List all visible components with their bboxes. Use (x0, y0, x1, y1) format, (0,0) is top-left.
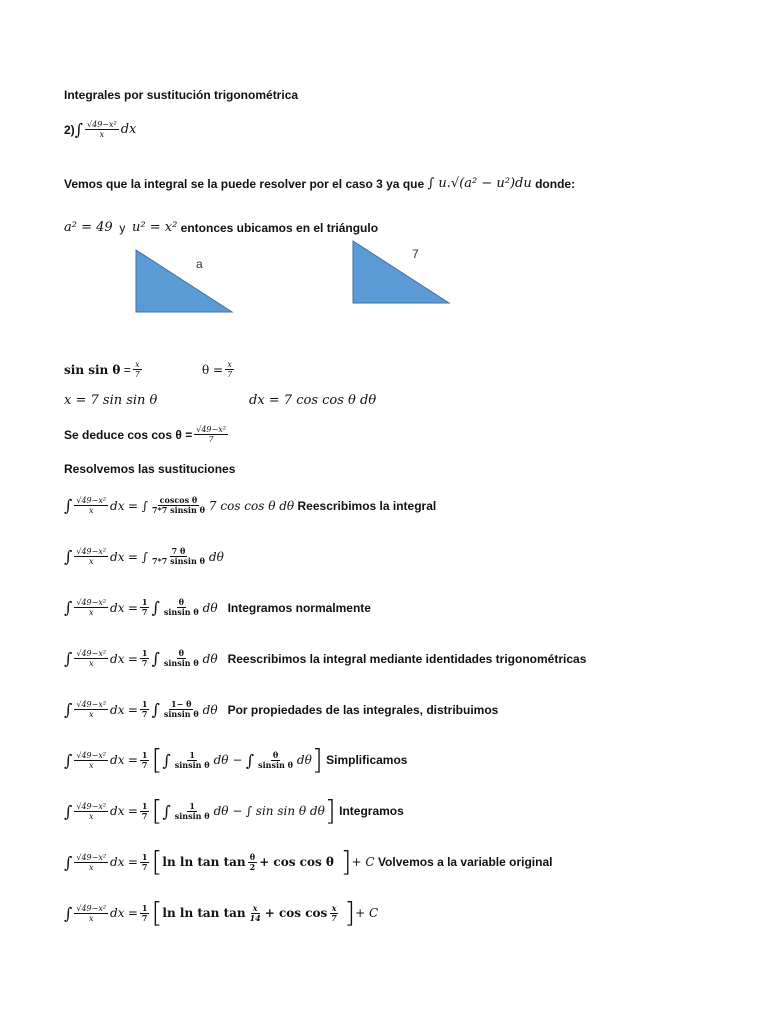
step-9: ∫ $\frac{\text{√49−x²}}{x}$ dx = $\frac{1}{7}$ [ ln ln tan tan $\frac{x}{14}$ + cos cos $\frac{x}{7}$ ] + C (64, 896, 379, 929)
theta-lhs: θ = (202, 362, 224, 377)
a-rest: dθ − (213, 804, 243, 818)
rhs-num: coscos θ (159, 495, 198, 505)
coef-num: 1 (141, 851, 148, 862)
rhs-rest: dθ (202, 651, 218, 666)
rhs-num: 1− θ (171, 699, 192, 709)
lhs-den: x (88, 659, 94, 668)
triangle-left (130, 245, 240, 320)
x-equation: x = 7 sin sin θ (64, 393, 158, 408)
step-2: ∫ $\frac{\text{√49−x²}}{x}$ dx = ∫ $\frac{7 \theta}{\text{7*7 sinsin θ}}$ dθ (64, 546, 224, 566)
step-6: ∫ $\frac{\text{√49−x²}}{x}$ dx = $\frac{1}{7}$ [ ∫ $\frac{1}{\text{sinsin θ}}$ dθ − ∫ $\frac{\theta}{\text{sinsin θ}}$ dθ ] Simplificamos (64, 743, 408, 776)
ln-tan: ln ln tan tan (162, 855, 246, 869)
inner-integral: ∫ (151, 700, 160, 719)
resolve-title: Resolvemos las sustituciones (64, 462, 236, 476)
lhs-num: √49−x² (76, 649, 107, 658)
coef-num: 1 (141, 902, 148, 913)
coef-num: 1 (141, 699, 148, 709)
step-note: Reescribimos la integral mediante identidades trigonométricas (227, 651, 587, 666)
triangle-right-label: 7 (412, 247, 419, 261)
deduce-text: Se deduce cos cos θ = (64, 427, 193, 442)
intro-line (64, 176, 575, 191)
rhs-op: = ∫ (127, 498, 148, 513)
inner-integral: ∫ (151, 598, 160, 617)
deduce-line (64, 425, 230, 444)
lhs-den: x (88, 710, 94, 719)
a-num: 1 (189, 749, 195, 760)
constant: + C (351, 855, 375, 869)
rhs-op: = (127, 600, 138, 615)
lhs-num: √49−x² (76, 547, 107, 556)
rhs-rest: dθ (202, 702, 218, 717)
frac-den: 14 (249, 912, 261, 923)
coef-num: 1 (141, 648, 148, 658)
coef-num: 1 (141, 800, 148, 811)
lhs-den: x (88, 557, 94, 566)
problem-denominator: x (99, 130, 105, 139)
problem-numerator: √49−x² (87, 120, 117, 129)
step-note: Por propiedades de las integrales, distribuimos (227, 702, 499, 717)
lhs-num: √49−x² (76, 700, 107, 709)
problem-statement (64, 120, 136, 139)
lhs-den: x (88, 811, 94, 821)
lhs-den: x (88, 913, 94, 923)
rhs-num: θ (178, 597, 184, 607)
frac2-num: x (331, 902, 337, 913)
triangle-left-label: a (196, 257, 203, 271)
step-note: Reescribimos la integral (297, 498, 437, 513)
constant: + C (355, 906, 379, 920)
step-5: ∫ $\frac{\text{√49−x²}}{x}$ dx = $\frac{1}{7}$ ∫ $\frac{1- \theta}{\text{sinsin θ}}$ dθ Por propiedades de las integrales, distribuimos (64, 699, 499, 719)
step-3: ∫ $\frac{\text{√49−x²}}{x}$ dx = $\frac{1}{7}$ ∫ $\frac{\theta}{\text{sinsin θ}}$ dθ Integramos normalmente (64, 597, 371, 617)
a-squared: a² = 49 (64, 220, 113, 235)
step-4: ∫ $\frac{\text{√49−x²}}{x}$ dx = $\frac{1}{7}$ ∫ $\frac{\theta}{\text{sinsin θ}}$ dθ Reescribimos la integral mediante identidades trigonométricas (64, 648, 587, 668)
lhs-num: √49−x² (76, 750, 107, 760)
step-note: Integramos (339, 804, 404, 818)
a-num: 1 (189, 800, 195, 811)
lhs-num: √49−x² (76, 852, 107, 862)
rhs-num: θ (178, 648, 184, 658)
frac2-den: 7 (331, 912, 337, 923)
rhs-num: 7 θ (171, 546, 186, 556)
coef-den: 7 (141, 861, 148, 872)
sin-equals: = (123, 362, 131, 377)
problem-label: 2) (64, 122, 75, 137)
frac-num: x (252, 902, 258, 913)
plus-cos: + cos cos (264, 906, 328, 920)
intro-text: Vemos que la integral se la puede resolver por el caso 3 ya que (64, 176, 425, 191)
lhs-den: x (88, 506, 94, 515)
b-rest: ∫ sin sin θ dθ (245, 804, 325, 818)
rhs-den: sinsin θ (163, 709, 199, 719)
coef-den: 7 (141, 810, 148, 821)
ln-tan: ln ln tan tan (162, 906, 246, 920)
step-note: Simplificamos (326, 753, 408, 767)
sin-lhs: sin sin θ (64, 362, 121, 377)
rhs-op: = (127, 702, 138, 717)
deduce-den: 7 (208, 435, 214, 444)
integral-sign: ∫ (74, 120, 84, 139)
rhs-den: sinsin θ (163, 658, 199, 668)
theta-relation (202, 360, 236, 379)
lhs-den: x (88, 608, 94, 617)
deduce-num: √49−x² (196, 425, 226, 434)
lhs-num: √49−x² (76, 598, 107, 607)
lhs-den: x (88, 862, 94, 872)
triangle-right (347, 236, 457, 311)
rhs-den: sinsin θ (163, 607, 199, 617)
coef-den: 7 (141, 759, 148, 770)
coef-num: 1 (141, 749, 148, 760)
rhs-rest: dθ (202, 600, 218, 615)
a-rest: dθ − (213, 753, 243, 767)
lhs-num: √49−x² (76, 903, 107, 913)
conjunction-y: y (119, 220, 126, 235)
intro-after: donde: (535, 176, 576, 191)
plus-cos: + cos cos θ (259, 855, 334, 869)
b-rest: dθ (296, 753, 312, 767)
coef-den: 7 (141, 709, 148, 719)
lhs-den: x (88, 760, 94, 770)
step-8: ∫ $\frac{\text{√49−x²}}{x}$ dx = $\frac{1}{7}$ [ ln ln tan tan $\frac{\theta}{2}$ + cos cos θ ] + C Volvemos a la variable original (64, 845, 553, 878)
theta-den: 7 (227, 370, 233, 379)
sin-den: 7 (134, 370, 140, 379)
inner-integral: ∫ (151, 649, 160, 668)
rhs-op: = (127, 651, 138, 666)
coef-den: 7 (141, 607, 148, 617)
u-squared: u² = x² (132, 220, 178, 235)
b-num: θ (272, 749, 279, 760)
step-1: ∫ $\frac{\text{√49−x²}}{x}$ dx = ∫ $\frac{\text{coscos θ}}{\text{7*7 sinsin θ}}$ 7 cos cos θ dθ Reescribimos la integral (64, 495, 437, 515)
intro-integral: ∫ u.√(a² − u²)du (427, 176, 532, 191)
coef-num: 1 (141, 597, 148, 607)
page-title: Integrales por sustitución trigonométrica (64, 88, 299, 102)
lhs-num: √49−x² (76, 801, 107, 811)
a-den: sinsin θ (174, 759, 210, 770)
lhs-num: √49−x² (76, 496, 107, 505)
rhs-den: 7*7 sinsin θ (151, 556, 205, 566)
frac-num: θ (249, 851, 256, 862)
sin-relation (64, 360, 144, 379)
substitution-text: entonces ubicamos en el triángulo (180, 220, 379, 235)
theta-num: x (227, 360, 232, 369)
a-den: sinsin θ (174, 810, 210, 821)
substitution-line (64, 220, 378, 235)
b-den: sinsin θ (258, 759, 293, 770)
frac-den: 2 (249, 861, 256, 872)
rhs-op: = ∫ (127, 549, 148, 564)
step-note: Volvemos a la variable original (377, 855, 553, 869)
coef-den: 7 (141, 912, 148, 923)
step-note: Integramos normalmente (227, 600, 371, 615)
coef-den: 7 (141, 658, 148, 668)
dx-equation: dx = 7 cos cos θ dθ (249, 393, 377, 408)
rhs-den: 7*7 sinsin θ (151, 505, 205, 515)
rhs-rest: dθ (208, 549, 224, 564)
rhs-rest: 7 cos cos θ dθ (208, 498, 295, 513)
sin-num: x (135, 360, 140, 369)
problem-differential: dx (120, 122, 137, 137)
step-7: ∫ $\frac{\text{√49−x²}}{x}$ dx = $\frac{1}{7}$ [ ∫ $\frac{1}{\text{sinsin θ}}$ dθ − ∫ sin sin θ dθ ] Integramos (64, 794, 404, 827)
